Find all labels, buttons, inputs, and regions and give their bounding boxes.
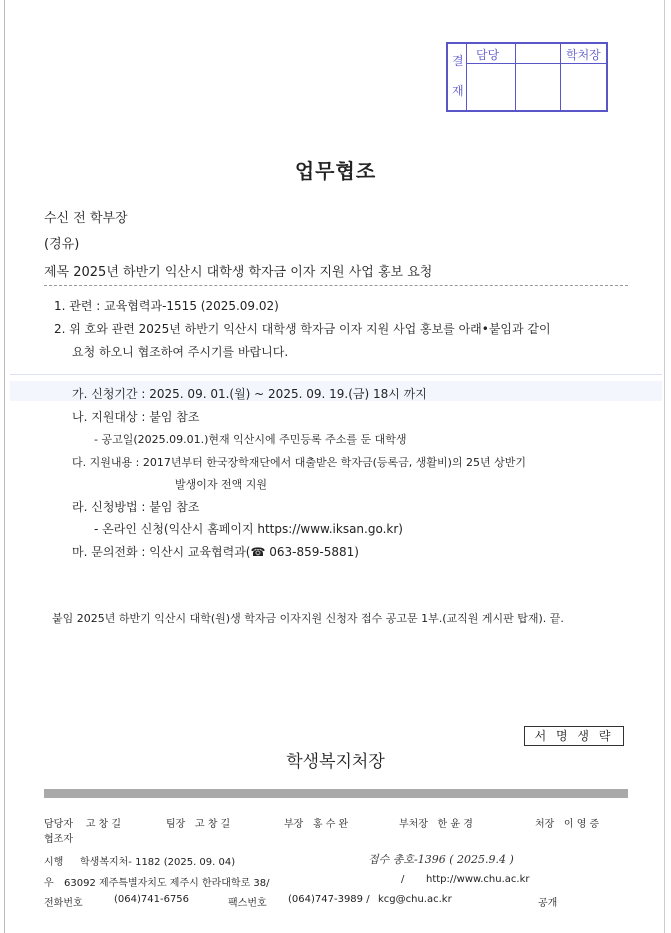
- cooperator-label: 협조자: [44, 834, 73, 845]
- approval-col1-header: 담당: [476, 48, 500, 62]
- detail-na-sub: - 공고일(2025.09.01.)현재 익산시에 주민등록 주소를 둔 대학생: [94, 433, 407, 446]
- footer-official-4: [399, 815, 473, 830]
- detail-da-content-line-1: 다. 지원내용 : 2017년부터 한국장학재단에서 대출받은 학자금(등록금, 생활비)의 25년 상반기: [72, 456, 527, 469]
- recipient-line: 수신 전 학부장: [44, 211, 128, 226]
- page-right-edge: [664, 0, 665, 933]
- body-item-2-line-1: 2. 위 호와 관련 2025년 하반기 익산시 대학생 학자금 이자 지원 사업 홍보를 아래•붙임과 같이: [54, 322, 551, 336]
- sender-organization: 학생복지처장: [286, 752, 385, 772]
- receipt-handwritten-note: 접수 총호-1396 ( 2025.9.4 ): [368, 853, 514, 866]
- footer-official-5: [535, 815, 599, 830]
- official-name: 고 창 길: [194, 819, 231, 830]
- address-value: 63092 제주특별자치도 제주시 한라대학로 38/: [64, 878, 270, 889]
- via-line: (경유): [44, 237, 80, 252]
- official-role: 처장: [535, 819, 555, 830]
- homepage-link[interactable]: http://www.chu.ac.kr: [426, 874, 530, 885]
- enforcement-label: 시행: [44, 857, 64, 868]
- official-role: 팀장: [166, 819, 186, 830]
- page-left-edge: [4, 0, 5, 933]
- detail-ra-sub: - 온라인 신청(익산시 홈페이지 https://www.iksan.go.kr): [94, 522, 403, 536]
- official-role: 부장: [284, 819, 304, 830]
- official-role: 부처장: [399, 819, 428, 830]
- approval-side-label-1: 결: [452, 54, 464, 68]
- detail-ma-contact: 마. 문의전화 : 익산시 교육협력과(☎ 063-859-5881): [72, 545, 359, 559]
- faint-divider: [10, 374, 662, 375]
- subject-divider: [44, 285, 628, 286]
- subject-line: 제목 2025년 하반기 익산시 대학생 학자금 이자 지원 사업 홍보 요청: [44, 265, 433, 280]
- enforcement-value: 학생복지처- 1182 (2025. 09. 04): [80, 857, 236, 868]
- official-name: 이 영 증: [563, 819, 600, 830]
- body-item-2-line-2: 요청 하오니 협조하여 주시기를 바랍니다.: [72, 345, 289, 359]
- attachment-line: 붙임 2025년 하반기 익산시 대학(원)생 학자금 이자지원 신청자 접수 공고문 1부.(교직원 게시판 탑재). 끝.: [52, 612, 564, 625]
- official-role: 담당자: [44, 819, 73, 830]
- fax-value: (064)747-3989 /: [288, 894, 370, 905]
- fax-label: 팩스번호: [228, 898, 267, 909]
- footer-official-1: [44, 815, 121, 830]
- phone-value: (064)741-6756: [114, 894, 190, 905]
- footer-official-3: [284, 815, 348, 830]
- email-link[interactable]: kcg@chu.ac.kr: [378, 894, 452, 905]
- detail-ra-method: 라. 신청방법 : 붙임 참조: [72, 500, 200, 514]
- signature-omitted-box: 서 명 생 략: [524, 726, 624, 746]
- document-title: 업무협조: [294, 159, 377, 183]
- body-item-1: 1. 관련 : 교육협력과-1515 (2025.09.02): [54, 299, 279, 313]
- disclosure-status: 공개: [538, 898, 558, 909]
- address-label: 우: [44, 878, 54, 889]
- approval-col3-header: 학처장: [566, 48, 601, 62]
- address-slash: /: [401, 874, 405, 885]
- detail-ga-period: 가. 신청기간 : 2025. 09. 01.(월) ~ 2025. 09. 19.(금) 18시 까지: [72, 387, 427, 401]
- approval-stamp-box: [446, 42, 608, 112]
- footer-official-2: [166, 815, 230, 830]
- detail-da-content-line-2: 발생이자 전액 지원: [175, 478, 268, 491]
- detail-na-target: 나. 지원대상 : 붙임 참조: [72, 410, 200, 424]
- footer-gray-bar: [44, 789, 628, 798]
- phone-label: 전화번호: [44, 898, 83, 909]
- official-name: 고 창 길: [85, 819, 122, 830]
- approval-side-label-2: 재: [452, 84, 464, 98]
- official-name: 홍 수 완: [312, 819, 349, 830]
- official-name: 한 윤 경: [437, 819, 473, 830]
